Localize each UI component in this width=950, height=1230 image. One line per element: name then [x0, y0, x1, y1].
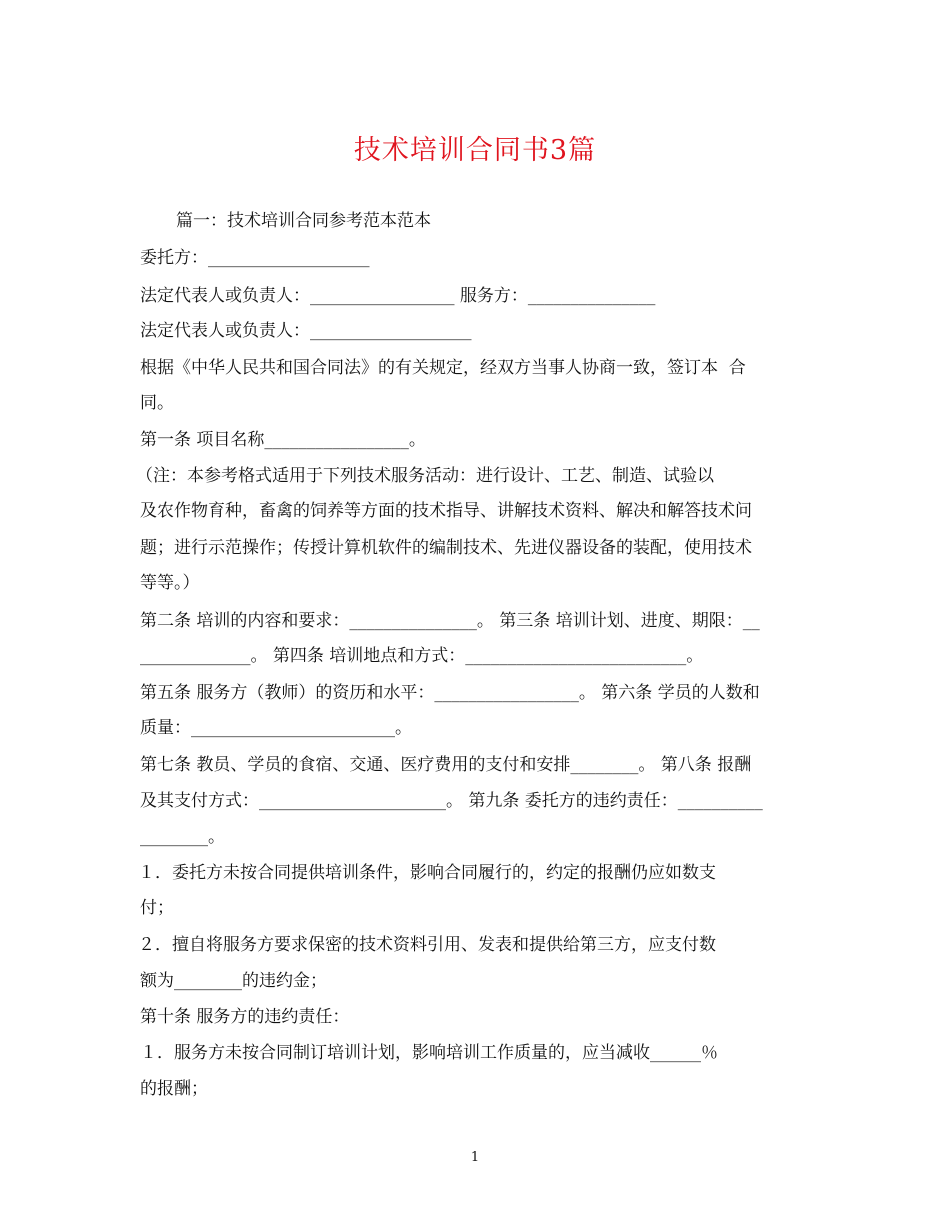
page-number: 1 [470, 1150, 480, 1165]
text-line: ________。 [140, 827, 225, 847]
text-line: 等等。） [140, 573, 200, 593]
text-line: １．服务方未按合同制订培训计划，影响培训工作质量的，应当减收______％ [140, 1043, 718, 1063]
text-line: 同。 [140, 393, 174, 413]
text-line: 额为________的违约金； [140, 971, 327, 991]
text-line: 法定代表人或负责人：___________________ [140, 321, 472, 341]
text-line: 第二条 培训的内容和要求：_______________。 第三条 培训计划、进度、期限：__ [140, 611, 760, 631]
text-line: 第七条 教员、学员的食宿、交通、医疗费用的支付和安排________。 第八条 报酬 [140, 755, 752, 775]
text-line: 篇一：技术培训合同参考范本范本 [176, 211, 431, 231]
text-line: （注：本参考格式适用于下列技术服务活动：进行设计、工艺、制造、试验以 [136, 466, 714, 486]
text-line: 第十条 服务方的违约责任： [140, 1007, 350, 1027]
text-line: 第五条 服务方（教师）的资历和水平：_________________。 第六条 学员的人数和 [140, 683, 760, 703]
text-line: 及其支付方式：______________________。 第九条 委托方的违约责任：__________ [140, 791, 763, 811]
text-line: 质量：________________________。 [140, 718, 412, 738]
document-title: 技术培训合同书3篇 [353, 135, 597, 166]
text-line: 法定代表人或负责人：_________________ 服务方：_______________ [140, 286, 656, 306]
text-line: １．委托方未按合同提供培训条件，影响合同履行的，约定的报酬仍应如数支 [138, 863, 716, 883]
text-line: 根据《中华人民共和国合同法》的有关规定，经双方当事人协商一致，签订本 合 [140, 358, 746, 378]
text-line: ２．擅自将服务方要求保密的技术资料引用、发表和提供给第三方，应支付数 [138, 935, 716, 955]
text-line: _____________。 第四条 培训地点和方式：__________________________。 [140, 646, 704, 666]
text-line: 委托方：___________________ [140, 248, 370, 268]
text-line: 的报酬； [140, 1079, 208, 1099]
text-line: 题；进行示范操作；传授计算机软件的编制技术、先进仪器设备的装配，使用技术 [140, 538, 752, 558]
text-line: 及农作物育种，畜禽的饲养等方面的技术指导、讲解技术资料、解决和解答技术问 [140, 501, 752, 521]
text-line: 第一条 项目名称_________________。 [140, 430, 426, 450]
text-line: 付； [140, 898, 174, 918]
